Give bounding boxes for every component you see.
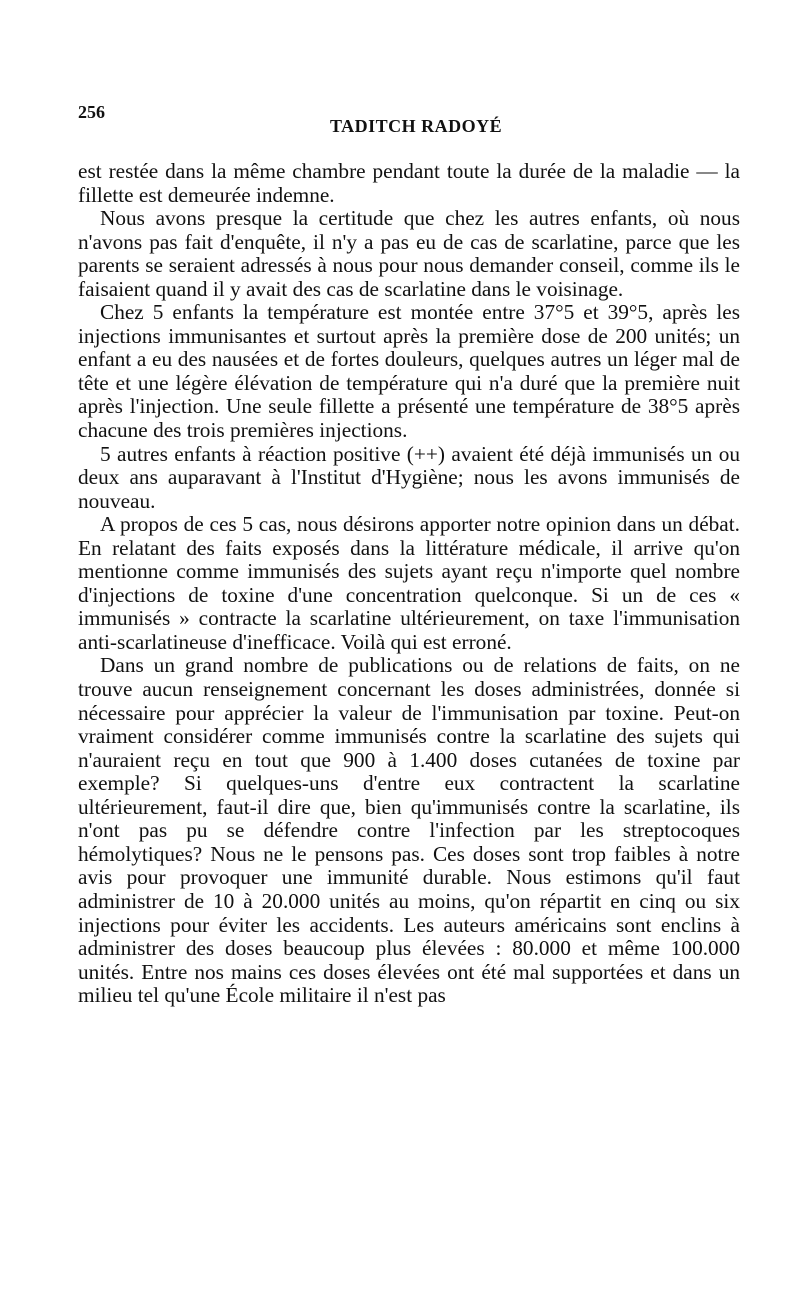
paragraph-doses: Dans un grand nombre de publications ou de relations de faits, on ne trouve aucun renseignement concernant les doses administrées, donnée si nécessaire pour apprécier la valeur de l'immunisation par toxine. Peut-on vraiment considérer comme immunisés contre la scarlatine des sujets qui n'auraient reçu en tout que 900 à 1.400 doses cutanées de toxine par exemple? Si quelques-uns d'entre eux contractent la scarlatine ultérieurement, faut-il dire que, bien qu'immunisés contre la scarlatine, ils n'ont pas pu se défendre contre l'infection par les streptocoques hémolytiques? Nous ne le pensons pas. Ces doses sont trop faibles à notre avis pour provoquer une immunité durable. Nous estimons qu'il faut administrer de 10 à 20.000 unités au moins, qu'on répartit en cinq ou six injections pour éviter les accidents. Les auteurs américains sont enclins à administrer des doses beaucoup plus élevées : 80.000 et même 100.000 unités. Entre nos mains ces doses élevées ont été mal supportées et dans un milieu tel qu'une École militaire il n'est pas: [78, 653, 740, 1008]
running-title: TADITCH RADOYÉ: [330, 116, 503, 136]
paragraph-certitude: Nous avons presque la certitude que chez les autres enfants, où nous n'avons pas fait d'enquête, il n'y a pas eu de cas de scarlatine, parce que les parents se seraient adressés à nous pour nous demander conseil, comme ils le faisaient quand il y avait des cas de scarlatine dans le voisinage.: [78, 206, 740, 301]
page-number: 256: [78, 102, 105, 122]
paragraph-debate: A propos de ces 5 cas, nous désirons apporter notre opinion dans un débat. En relatant des faits exposés dans la littérature médicale, il arrive qu'on mentionne comme immunisés des sujets ayant reçu n'importe quel nombre d'injections de toxine d'une concentration quelconque. Si un de ces « immunisés » contracte la scarlatine ultérieurement, on taxe l'immunisation anti-scarlatineuse d'inefficace. Voilà qui est erroné.: [78, 512, 740, 654]
page-header: [78, 102, 738, 136]
paragraph-temperature: Chez 5 enfants la température est montée entre 37°5 et 39°5, après les injections immunisantes et surtout après la première dose de 200 unités; un enfant a eu des nausées et de fortes douleurs, quelques autres un léger mal de tête et une légère élévation de température qui n'a duré que la première nuit après l'injection. Une seule fillette a présenté une température de 38°5 après chacune des trois premières injections.: [78, 300, 740, 443]
body-text: [78, 160, 740, 1008]
paragraph-reaction-positive: 5 autres enfants à réaction positive (++) avaient été déjà immunisés un ou deux ans auparavant à l'Institut d'Hygiène; nous les avons immunisés de nouveau.: [78, 441, 740, 513]
paragraph-continuation: est restée dans la même chambre pendant toute la durée de la maladie — la fillette est demeurée indemne.: [78, 159, 740, 207]
